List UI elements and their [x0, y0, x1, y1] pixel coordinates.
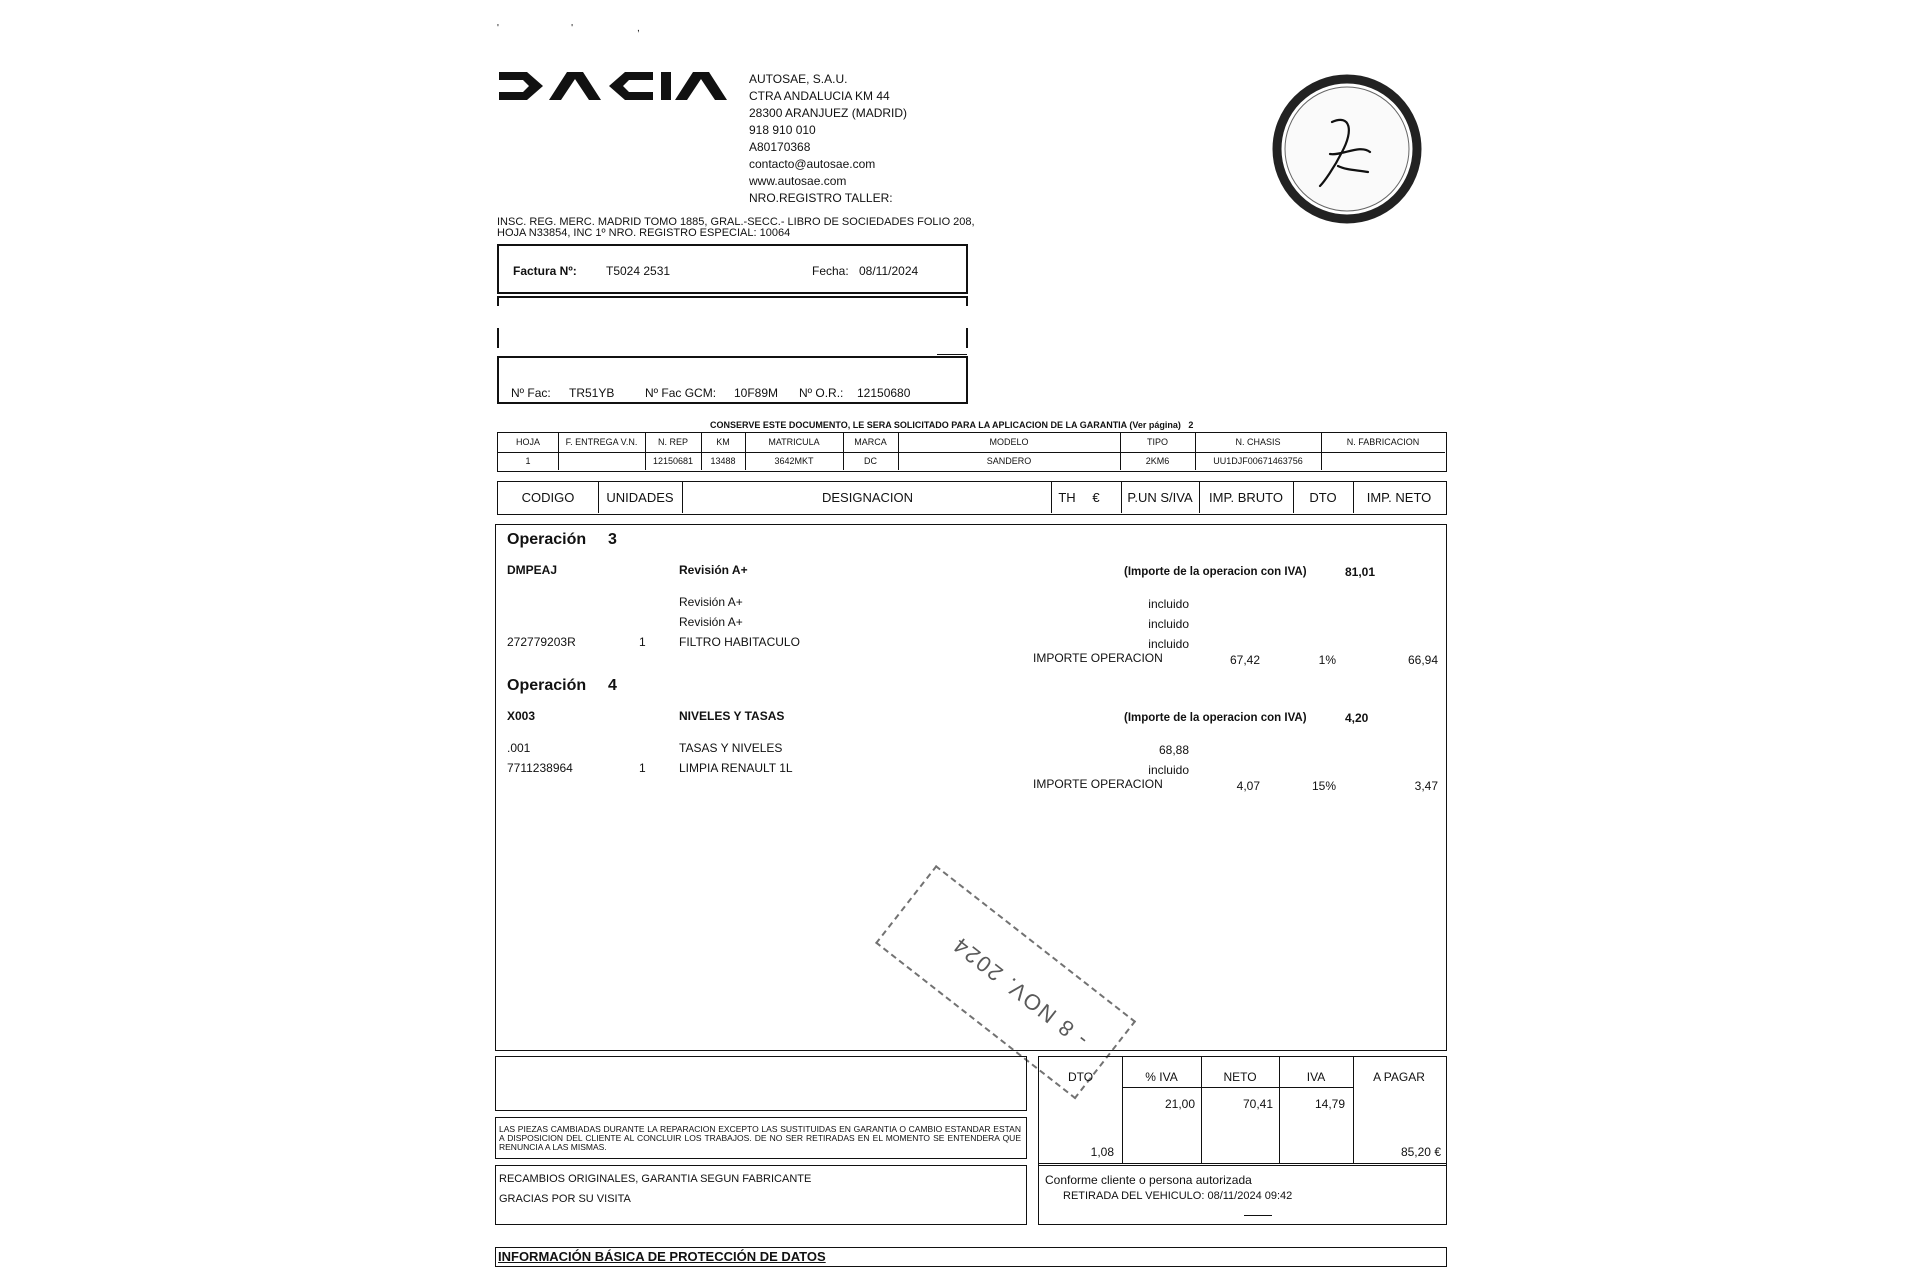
company-line: A80170368 — [749, 140, 811, 154]
conformity-line-1: Conforme cliente o persona autorizada — [1045, 1173, 1252, 1187]
gcm-label: Nº Fac GCM: — [645, 386, 717, 400]
invoice-number-label: Factura Nº: — [513, 264, 577, 278]
item-code: .001 — [507, 741, 531, 755]
item-units: 1 — [639, 635, 646, 649]
vehicle-cell: DC — [864, 456, 877, 466]
item-description: Revisión A+ — [679, 615, 743, 629]
lines-header — [497, 481, 1447, 515]
vehicle-header: MATRICULA — [768, 437, 820, 447]
lines-header-cell: IMP. BRUTO — [1209, 490, 1283, 505]
nfac-label: Nº Fac: — [511, 386, 551, 400]
warranty-notice — [710, 418, 1193, 432]
item-price: incluido — [1148, 597, 1189, 611]
operation-total: 81,01 — [1345, 565, 1376, 579]
item-price: incluido — [1148, 637, 1189, 651]
operation-summary-label: IMPORTE OPERACION — [1033, 651, 1163, 665]
totals-iva-pct: 21,00 — [1164, 1097, 1195, 1111]
lines-header-cell: € — [1092, 490, 1100, 505]
invoice-number-box — [497, 244, 968, 294]
vehicle-header: HOJA — [515, 437, 540, 447]
operation-total: 4,20 — [1345, 711, 1369, 725]
disclaimer-text: LAS PIEZAS CAMBIADAS DURANTE LA REPARACION EXCEPTO LAS SUSTITUIDAS EN GARANTIA O CAMBIO ESTANDAR ESTAN A DISPOSICION DEL CLIENTE AL CONCLUIR LOS TRABAJOS. DE NO SER RETIRADAS EN EL MOMENTO SE ENTENDERA QUE RENUNCIA A LAS MISMAS. — [499, 1124, 1021, 1152]
vehicle-header: MARCA — [854, 437, 887, 447]
footer-left-line-1: RECAMBIOS ORIGINALES, GARANTIA SEGUN FABRICANTE — [499, 1173, 812, 1185]
operation-summary-dto: 1% — [1318, 653, 1336, 667]
operation-title: Operación — [507, 677, 587, 694]
vehicle-cell: UU1DJF00671463756 — [1213, 456, 1303, 466]
company-line: NRO.REGISTRO TALLER: — [749, 191, 893, 205]
operation-total-label: (Importe de la operacion con IVA) — [1124, 566, 1307, 578]
item-description: LIMPIA RENAULT 1L — [679, 761, 793, 775]
company-line: AUTOSAE, S.A.U. — [749, 72, 848, 86]
totals-neto: 70,41 — [1242, 1097, 1273, 1111]
item-units: 1 — [639, 761, 646, 775]
registry-line-2: HOJA N33854, INC 1º NRO. REGISTRO ESPECIAL: 10064 — [497, 227, 791, 239]
conformity-box — [1038, 1163, 1447, 1225]
item-price: incluido — [1148, 763, 1189, 777]
notes-box — [495, 1056, 1027, 1111]
operation-total-label: (Importe de la operacion con IVA) — [1124, 712, 1307, 724]
operation-summary-dto: 15% — [1311, 779, 1336, 793]
disclaimer-box — [495, 1117, 1027, 1159]
item-description: FILTRO HABITACULO — [679, 635, 800, 649]
operation-title: Operación — [507, 531, 587, 548]
footer-left-line-2: GRACIAS POR SU VISITA — [499, 1193, 631, 1205]
registry-line-1: INSC. REG. MERC. MADRID TOMO 1885, GRAL.-SECC.- LIBRO DE SOCIEDADES FOLIO 208, — [497, 216, 975, 228]
lines-header-cell: CODIGO — [521, 490, 575, 505]
totals-header-a-pagar: A PAGAR — [1373, 1070, 1425, 1084]
vehicle-header: F. ENTREGA V.N. — [565, 437, 638, 447]
invoice-number: T5024 2531 — [606, 264, 671, 278]
invoice-date-label: Fecha: — [812, 264, 849, 278]
operation-number: 4 — [608, 677, 617, 694]
totals-box — [1038, 1056, 1447, 1166]
vehicle-header: KM — [716, 437, 730, 447]
operation-number: 3 — [608, 531, 617, 548]
vehicle-cell: SANDERO — [986, 456, 1032, 466]
customer-box — [497, 296, 968, 406]
gcm-value: 10F89M — [734, 386, 779, 400]
totals-a-pagar: 85,20 € — [1400, 1145, 1441, 1159]
operation-summary-bruto: 67,42 — [1229, 653, 1260, 667]
totals-iva: 14,79 — [1314, 1097, 1345, 1111]
item-description: TASAS Y NIVELES — [679, 741, 783, 755]
data-protection-title: INFORMACIÓN BÁSICA DE PROTECCIÓN DE DATOS — [498, 1249, 826, 1264]
lines-header-cell: P.UN S/IVA — [1127, 490, 1193, 505]
operation-summary-neto: 3,47 — [1414, 779, 1438, 793]
lines-header-cell: DESIGNACION — [821, 490, 913, 505]
invoice-date: 08/11/2024 — [859, 264, 919, 278]
footer-left-box — [495, 1165, 1027, 1225]
vehicle-header: MODELO — [989, 437, 1029, 447]
operation-code: DMPEAJ — [507, 563, 558, 577]
company-line: contacto@autosae.com — [749, 157, 876, 171]
lines-header-cell: DTO — [1309, 490, 1337, 505]
vehicle-cell: 12150681 — [652, 456, 694, 466]
company-line: 918 910 010 — [749, 123, 816, 137]
data-protection-box — [495, 1247, 1447, 1267]
vehicle-cell: 13488 — [710, 456, 736, 466]
company-line: www.autosae.com — [749, 174, 847, 188]
warranty-notice-page: 2 — [1188, 420, 1194, 430]
totals-dto: 1,08 — [1090, 1145, 1114, 1159]
operation-code: X003 — [507, 709, 536, 723]
vehicle-table — [497, 432, 1447, 472]
item-description: Revisión A+ — [679, 595, 743, 609]
vehicle-cell: 2KM6 — [1145, 456, 1170, 466]
operation-summary-label: IMPORTE OPERACION — [1033, 777, 1163, 791]
conformity-line-2: RETIRADA DEL VEHICULO: 08/11/2024 09:42 — [1063, 1190, 1293, 1202]
operation-name: NIVELES Y TASAS — [679, 709, 785, 723]
item-price: 68,88 — [1158, 743, 1189, 757]
vehicle-header: TIPO — [1146, 437, 1168, 447]
warranty-notice-text: CONSERVE ESTE DOCUMENTO, LE SERA SOLICITADO PARA LA APLICACION DE LA GARANTIA (Ver página) — [710, 420, 1181, 430]
vehicle-header: N. REP — [657, 437, 688, 447]
vehicle-header: N. CHASIS — [1235, 437, 1281, 447]
company-line: CTRA ANDALUCIA KM 44 — [749, 89, 890, 103]
lines-header-cell: TH — [1058, 490, 1076, 505]
vehicle-cell: 1 — [525, 456, 531, 466]
dacia-logo — [497, 70, 737, 102]
lines-header-cell: IMP. NETO — [1366, 490, 1432, 505]
operation-name: Revisión A+ — [679, 563, 748, 577]
item-code: 272779203R — [507, 635, 576, 649]
vehicle-header: N. FABRICACION — [1346, 437, 1420, 447]
company-line: 28300 ARANJUEZ (MADRID) — [749, 106, 908, 120]
operations-box — [495, 524, 1447, 1051]
vehicle-cell: 3642MKT — [774, 456, 814, 466]
item-price: incluido — [1148, 617, 1189, 631]
or-value: 12150680 — [857, 386, 911, 400]
item-code: 7711238964 — [507, 761, 573, 775]
date-stamp-text: - 8 NOV. 2024 — [947, 931, 1093, 1053]
operation-summary-neto: 66,94 — [1407, 653, 1438, 667]
totals-header-iva-pct: % IVA — [1145, 1070, 1178, 1084]
scan-mark: ' ' , — [497, 23, 640, 34]
operation-summary-bruto: 4,07 — [1236, 779, 1260, 793]
signature-seal — [1272, 74, 1422, 224]
lines-header-cell: UNIDADES — [606, 490, 674, 505]
totals-header-neto: NETO — [1223, 1070, 1257, 1084]
totals-header-iva: IVA — [1306, 1070, 1326, 1084]
or-label: Nº O.R.: — [799, 386, 844, 400]
nfac-value: TR51YB — [569, 386, 615, 400]
totals-header-dto: DTO — [1067, 1070, 1094, 1084]
